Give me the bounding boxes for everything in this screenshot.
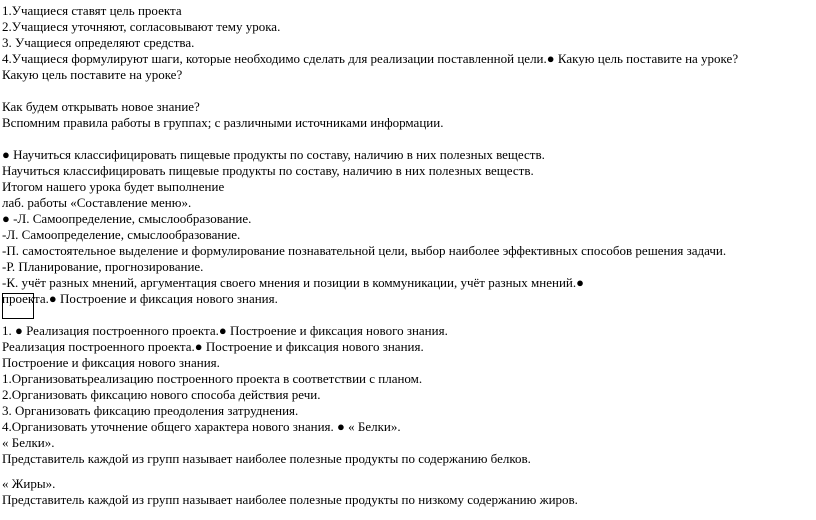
text-line: -Р. Планирование, прогнозирование.: [2, 259, 204, 274]
text-line: Реализация построенного проекта.● Построение и фиксация нового знания.: [2, 339, 424, 354]
text-line: Построение и фиксация нового знания.: [2, 355, 220, 370]
text-line: « Жиры».: [2, 476, 56, 491]
text-line: 3. Учащиеся определяют средства.: [2, 35, 195, 50]
text-line: Вспомним правила работы в группах; с различными источниками информации.: [2, 115, 444, 130]
empty-frame: [2, 293, 34, 319]
text-line: -К. учёт разных мнений, аргументация своего мнения и позиции в коммуникации, учёт разных мнений.●: [2, 275, 584, 290]
text-line: « Белки».: [2, 435, 55, 450]
text-line: -П. самостоятельное выделение и формулирование познавательной цели, выбор наиболее эффективных способов решения задачи.: [2, 243, 727, 258]
text-line: лаб. работы «Составление меню».: [2, 195, 192, 210]
text-line: Научиться классифицировать пищевые продукты по составу, наличию в них полезных веществ.: [2, 163, 534, 178]
text-line: Какую цель поставите на уроке?: [2, 67, 183, 82]
text-line: ● -Л. Самоопределение, смыслообразование.: [2, 211, 252, 226]
text-line: 4.Организовать уточнение общего характера нового знания. ● « Белки».: [2, 419, 401, 434]
text-line: 2.Организовать фиксацию нового способа действия речи.: [2, 387, 321, 402]
text-line: 1. ● Реализация построенного проекта.● Построение и фиксация нового знания.: [2, 323, 448, 338]
text-line: 1.Организоватьреализацию построенного проекта в соответствии с планом.: [2, 371, 423, 386]
text-line: Представитель каждой из групп называет наиболее полезные продукты по содержанию белков.: [2, 451, 531, 466]
text-line: 4.Учащиеся формулируют шаги, которые необходимо сделать для реализации поставленной цели.● Какую цель поставите на уроке?: [2, 51, 739, 66]
text-line: ● Научиться классифицировать пищевые продукты по составу, наличию в них полезных веществ.: [2, 147, 545, 162]
text-line: -Л. Самоопределение, смыслообразование.: [2, 227, 241, 242]
text-line: 1.Учащиеся ставят цель проекта: [2, 3, 182, 18]
text-line: 3. Организовать фиксацию преодоления затруднения.: [2, 403, 299, 418]
text-line: Как будем открывать новое знание?: [2, 99, 200, 114]
text-line: 2.Учащиеся уточняют, согласовывают тему урока.: [2, 19, 281, 34]
text-line: Итогом нашего урока будет выполнение: [2, 179, 225, 194]
text-line: проекта.● Построение и фиксация нового знания.: [2, 291, 278, 306]
text-line: Представитель каждой из групп называет наиболее полезные продукты по низкому содержанию жиров.: [2, 492, 578, 507]
